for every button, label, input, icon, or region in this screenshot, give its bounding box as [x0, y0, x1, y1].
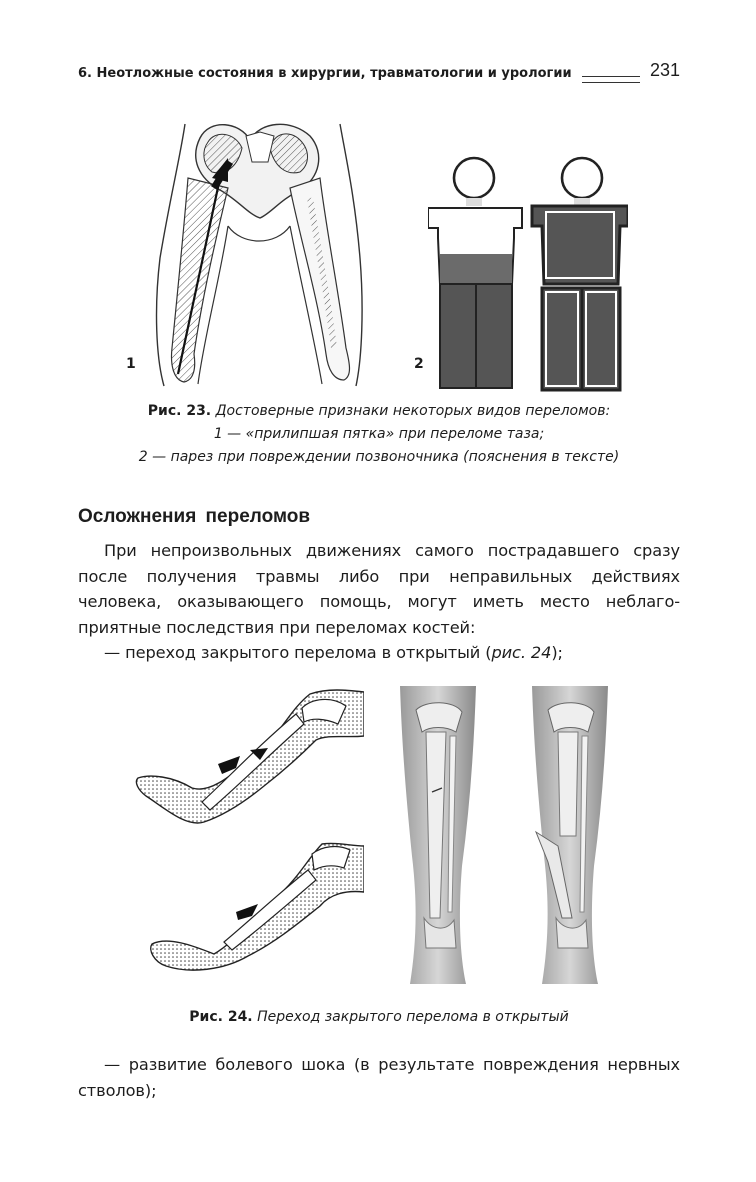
figure-23-caption-line-3: 2 — парез при повреждении позвоночника (пояснения в тексте): [138, 449, 620, 465]
figure-23-panel-2-label: 2: [414, 356, 424, 372]
continuation-paragraph: [78, 1052, 680, 1103]
figure-23-panel-1-label: 1: [126, 356, 136, 372]
figure-24-open-fracture-leg: [528, 686, 612, 984]
paragraph-line-4: приятные последствия при переломах костей:: [78, 617, 476, 637]
continuation-line-2: стволов);: [78, 1080, 157, 1100]
head-a: [454, 158, 494, 198]
continuation-line-1: — развитие болевого шока (в результате повреждения нервных: [104, 1055, 680, 1074]
header-double-rule: [582, 76, 640, 83]
figure-23-caption-line-2: 1 — «прилипшая пятка» при переломе таза;: [213, 426, 545, 442]
figure-24-closed-fracture-leg: [396, 686, 480, 984]
paragraph-line-1: При непроизвольных движениях самого пострадавшего сразу: [104, 541, 680, 560]
figure-24-reference: рис. 24: [491, 643, 552, 662]
figure-23-paresis-illustration: [428, 156, 628, 392]
figure-24-leg-drawings: [132, 684, 364, 974]
figure-23-caption-line-1: Достоверные признаки некоторых видов переломов:: [215, 403, 611, 419]
paragraph-line-2: после получения травмы либо при неправильных действиях: [78, 566, 680, 586]
list-item-1-end: );: [551, 643, 563, 662]
running-head: [78, 60, 680, 90]
intro-paragraph: [78, 538, 680, 666]
list-item-1: [78, 640, 680, 666]
figure-23-caption-label: Рис. 23.: [147, 403, 212, 419]
figure-23-caption: [78, 400, 680, 469]
figure-24-caption-text: Переход закрытого перелома в открытый: [257, 1009, 569, 1025]
chapter-title: 6. Неотложные состояния в хирургии, травматологии и урологии: [78, 66, 572, 81]
figure-23-pelvis-illustration: [150, 118, 370, 390]
figure-24-caption: [78, 1006, 680, 1029]
section-heading: Осложнения переломов: [78, 506, 311, 527]
page-number: 231: [649, 60, 680, 80]
head-b: [562, 158, 602, 198]
figure-24-caption-label: Рис. 24.: [189, 1009, 253, 1025]
paragraph-line-3: человека, оказывающего помощь, могут иметь место неблаго-: [78, 592, 680, 611]
list-item-1-text: — переход закрытого перелома в открытый (: [104, 643, 492, 662]
